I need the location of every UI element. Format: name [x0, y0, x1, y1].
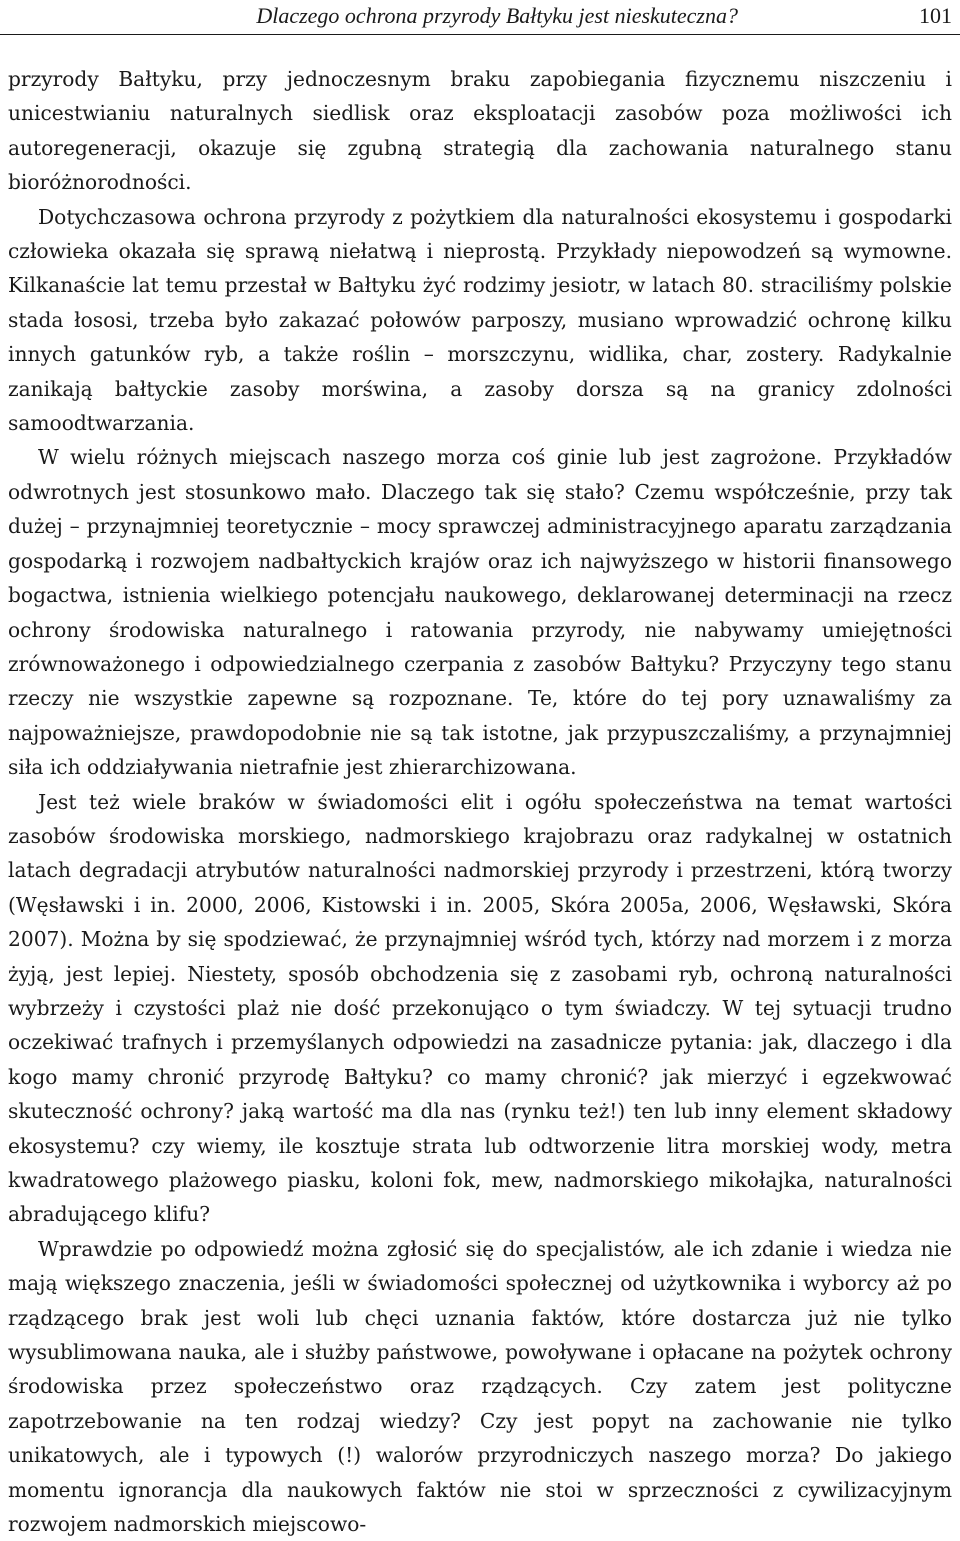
paragraph: Dotychczasowa ochrona przyrody z pożytkiem dla naturalności ekosystemu i gospodarki człowieka okazała się sprawą niełatwą i nieprostą. Przykłady niepowodzeń są wymowne. Kilkanaście lat temu przestał w Bałtyku żyć rodzimy jesiotr, w latach 80. straciliśmy polskie stada łososi, trzeba było zakazać połowów parposzy, musiano wprowadzić ochronę kilku innych gatunków ryb, a także roślin – morszczynu, widlika, char, zostery. Radykalnie zanikają bałtyckie zasoby morświna, a zasoby dorsza są na granicy zdolności samoodtwarzania. — [8, 204, 952, 436]
paragraph: W wielu różnych miejscach naszego morza coś ginie lub jest zagrożone. Przykładów odwrotnych jest stosunkowo mało. Dlaczego tak się stało? Czemu współcześnie, przy tak dużej – przynajmniej teoretycznie – mocy sprawczej administracyjnego aparatu zarządzania gospodarką i rozwojem nadbałtyckich krajów oraz ich najwyższego w historii finansowego bogactwa, istnienia wielkiego potencjału naukowego, deklarowanej determinacji na rzecz ochrony środowiska naturalnego i ratowania przyrody, nie nabywamy umiejętności zrównoważonego i odpowiedzialnego czerpania z zasobów Bałtyku? Przyczyny tego stanu rzeczy nie wszystkie zapewne są rozpoznane. Te, które do tej pory uznawaliśmy za najpoważniejsze, prawdopodobnie nie są tak istotne, jak przypuszczaliśmy, a przynajmniej siła ich oddziaływania nietrafnie jest zhierarchizowana. — [8, 445, 952, 780]
paragraph: Wprawdzie po odpowiedź można zgłosić się do specjalistów, ale ich zdanie i wiedza nie mają większego znaczenia, jeśli w świadomości społecznej od użytkownika i wyborcy aż po rządzącego brak jest woli lub chęci uznania faktów, które dostarcza już nie tylko wysublimowana nauka, ale i służby państwowe, powoływane i opłacane na pożytek ochrony środowiska przez społeczeństwo oraz rządzących. Czy zatem jest polityczne zapotrzebowanie na ten rodzaj wiedzy? Czy jest popyt na zachowanie nie tylko unikatowych, ale i typowych (!) walorów przyrodniczych naszego morza? Do jakiego momentu ignorancja dla naukowych faktów nie stoi w sprzeczności z cywilizacyjnym rozwojem nadmorskich miejscowo- — [8, 1236, 952, 1537]
paragraph-continuation: przyrody Bałtyku, przy jednoczesnym braku zapobiegania fizycznemu niszczeniu i unicestwianiu naturalnych siedlisk oraz eksploatacji zasobów poza możliwości ich autoregeneracji, okazuje się zgubną strategią dla zachowania naturalnego stanu bioróżnorodności. — [8, 67, 952, 195]
body-text — [8, 62, 952, 1541]
page-number: 101 — [919, 3, 952, 28]
running-header — [0, 0, 960, 35]
running-title: Dlaczego ochrona przyrody Bałtyku jest nieskuteczna? — [256, 3, 738, 28]
paragraph: Jest też wiele braków w świadomości elit i ogółu społeczeństwa na temat wartości zasobów środowiska morskiego, nadmorskiego krajobrazu oraz radykalnej w ostatnich latach degradacji atrybutów naturalności nadmorskiej przyrody i przestrzeni, którą tworzy (Węsławski i in. 2000, 2006, Kistowski i in. 2005, Skóra 2005a, 2006, Węsławski, Skóra 2007). Można by się spodziewać, że przynajmniej wśród tych, którzy nad morzem i z morza żyją, jest lepiej. Niestety, sposób obchodzenia się z zasobami ryb, ochroną naturalności wybrzeży i czystości plaż nie dość przekonująco o tym świadczy. W tej sytuacji trudno oczekiwać trafnych i przemyślanych odpowiedzi na zasadnicze pytania: jak, dlaczego i dla kogo mamy chronić przyrodę Bałtyku? co mamy chronić? jak mierzyć i egzekwować skuteczność ochrony? jaką wartość ma dla nas (rynku też!) ten lub inny element składowy ekosystemu? czy wiemy, ile kosztuje strata lub odtworzenie litra morskiej wody, metra kwadratowego plażowego piasku, koloni fok, mew, nadmorskiego mikołajka, naturalności abradującego klifu? — [8, 789, 952, 1227]
